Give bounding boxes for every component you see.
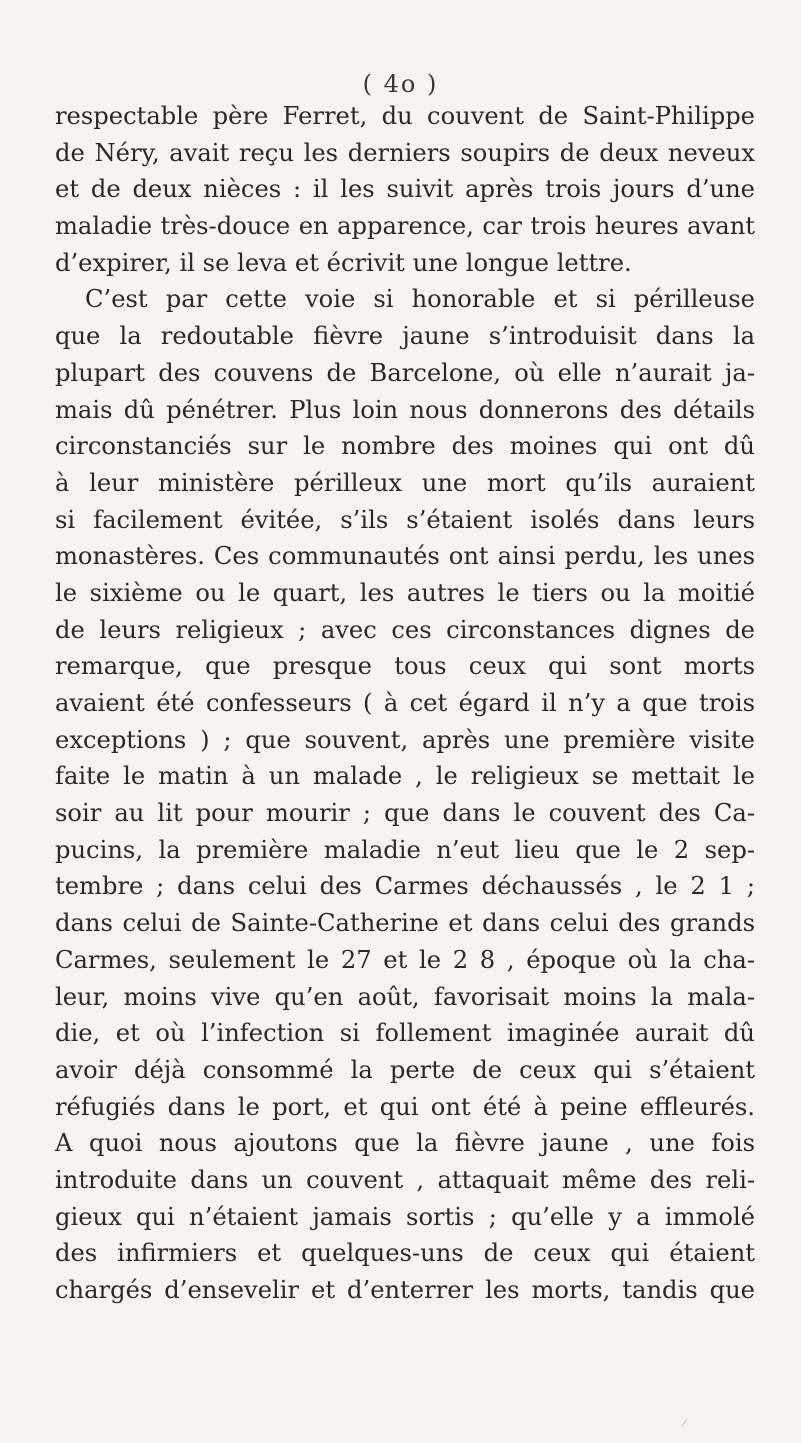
- text-line: de leurs religieux ; avec ces circonstances dignes de: [55, 615, 755, 644]
- text-line: réfugiés dans le port, et qui ont été à peine effleurés.: [55, 1092, 755, 1121]
- text-line: gieux qui n’étaient jamais sortis ; qu’elle y a immolé: [55, 1202, 755, 1231]
- text-line: Carmes, seulement le 27 et le 2 8 , époque où la cha-: [55, 945, 755, 974]
- text-line: respectable père Ferret, du couvent de Saint-Philippe: [55, 102, 755, 130]
- text-line: circonstanciés sur le nombre des moines qui ont dû: [55, 432, 755, 461]
- body-text: [55, 98, 755, 1309]
- text-line: avaient été confesseurs ( à cet égard il n’y a que trois: [55, 689, 755, 717]
- text-line: de Néry, avait reçu les derniers soupirs de deux neveux: [55, 138, 755, 167]
- text-line: monastères. Ces communautés ont ainsi perdu, les unes: [55, 542, 755, 571]
- text-line: plupart des couvens de Barcelone, où elle n’aurait ja-: [55, 358, 755, 387]
- text-line: leur, moins vive qu’en août, favorisait moins la mala-: [55, 982, 755, 1011]
- paper-mark: [681, 1419, 692, 1431]
- text-line: et de deux nièces : il les suivit après trois jours d’une: [55, 175, 755, 204]
- text-line: avoir déjà consommé la perte de ceux qui s’étaient: [55, 1055, 755, 1084]
- page-number: ( 4o ): [362, 70, 439, 98]
- text-line: dans celui de Sainte-Catherine et dans celui des grands: [55, 909, 755, 938]
- text-line: exceptions ) ; que souvent, après une première visite: [55, 725, 755, 754]
- text-line: mais dû pénétrer. Plus loin nous donnerons des détails: [55, 395, 755, 424]
- text-line-paragraph-end: d’expirer, il se leva et écrivit une longue lettre.: [55, 248, 632, 277]
- text-line: le sixième ou le quart, les autres le tiers ou la moitié: [55, 578, 755, 607]
- text-line: die, et où l’infection si follement imaginée aurait dû: [55, 1019, 755, 1048]
- text-line: si facilement évitée, s’ils s’étaient isolés dans leurs: [55, 505, 755, 534]
- text-line: faite le matin à un malade , le religieux se mettait le: [55, 762, 755, 791]
- text-line: chargés d’ensevelir et d’enterrer les morts, tandis que: [55, 1276, 755, 1304]
- text-line: maladie très-douce en apparence, car trois heures avant: [55, 212, 755, 241]
- text-line-paragraph-start: C’est par cette voie si honorable et si périlleuse: [85, 285, 755, 314]
- text-line: introduite dans un couvent , attaquait même des reli-: [55, 1165, 755, 1194]
- text-line: tembre ; dans celui des Carmes déchaussés , le 2 1 ;: [55, 872, 755, 901]
- text-line: des infirmiers et quelques-uns de ceux qui étaient: [55, 1239, 755, 1268]
- text-line: à leur ministère périlleux une mort qu’ils auraient: [55, 468, 755, 497]
- text-line: que la redoutable fièvre jaune s’introduisit dans la: [55, 322, 755, 351]
- text-line: soir au lit pour mourir ; que dans le couvent des Ca-: [55, 799, 755, 828]
- text-line: pucins, la première maladie n’eut lieu que le 2 sep-: [55, 835, 755, 864]
- text-line: remarque, que presque tous ceux qui sont morts: [55, 652, 755, 681]
- text-line: A quoi nous ajoutons que la fièvre jaune , une fois: [55, 1129, 755, 1158]
